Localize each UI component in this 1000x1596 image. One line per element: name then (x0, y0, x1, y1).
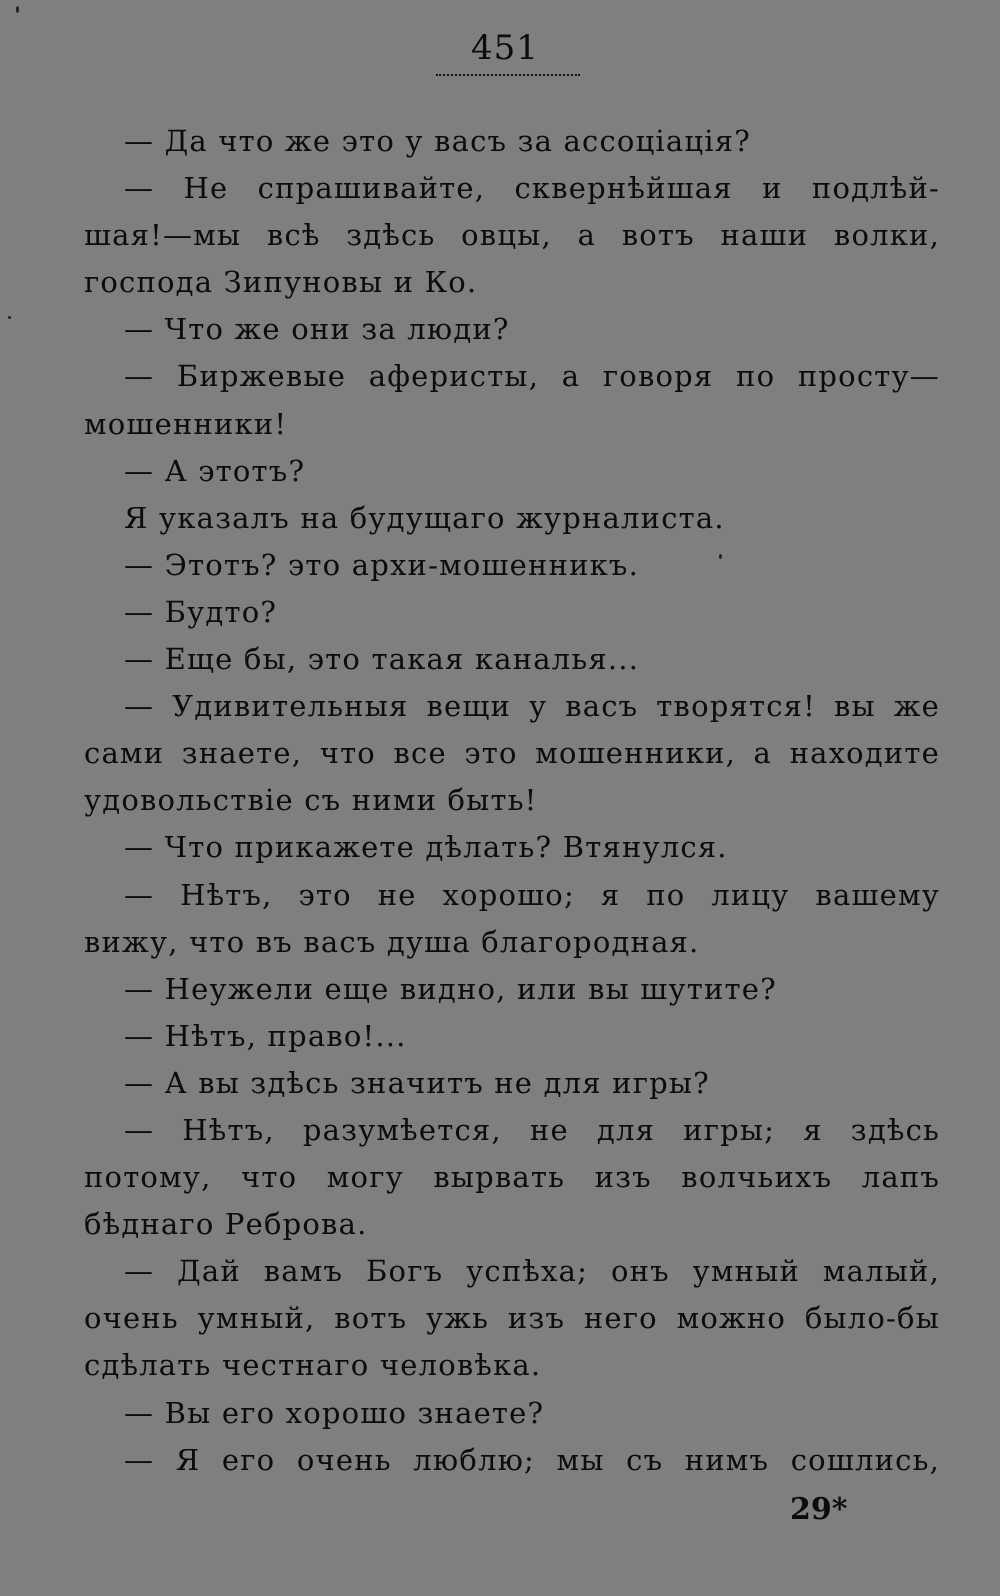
text-line: — Нѣтъ, это не хорошо; я по лицу вашему (124, 877, 940, 912)
scan-dust-speck (719, 554, 722, 559)
text-line: — Не спрашивайте, сквернѣйшая и подлѣй- (124, 171, 940, 206)
text-line: — Удивительныя вещи у васъ творятся! вы же (124, 689, 940, 724)
text-line: — Биржевые аферисты, а говоря по просту— (124, 359, 940, 394)
text-line: — Что же они за люди? (124, 312, 510, 347)
text-line: очень умный, вотъ ужь изъ него можно было-бы (84, 1301, 940, 1336)
page-number-rule (436, 74, 580, 76)
scan-dust-speck (16, 6, 19, 13)
text-line: — Этотъ? это архи-мошенникъ. (124, 547, 639, 582)
body-text (84, 118, 940, 1484)
text-line: — Вы его хорошо знаете? (124, 1395, 545, 1430)
text-line: потому, что могу вырвать изъ волчьихъ лапъ (84, 1160, 940, 1195)
text-line: удовольствіе съ ними быть! (84, 783, 538, 818)
printer-signature-mark: 29* (790, 1492, 848, 1527)
text-line: — Нѣтъ, право!... (124, 1018, 407, 1053)
text-line: — Будто? (124, 594, 278, 629)
scan-dust-speck (8, 316, 11, 319)
text-line: — А этотъ? (124, 453, 306, 488)
text-line: господа Зипуновы и Ко. (84, 265, 478, 300)
text-line: — Еще бы, это такая каналья... (124, 642, 640, 677)
text-line: бѣднаго Реброва. (84, 1207, 368, 1242)
text-line: — Неужели еще видно, или вы шутите? (124, 971, 777, 1006)
text-line: — Нѣтъ, разумѣется, не для игры; я здѣсь (124, 1112, 940, 1147)
text-line: сами знаете, что все это мошенники, а находите (84, 736, 940, 771)
text-line: шая!—мы всѣ здѣсь овцы, а вотъ наши волки, (84, 218, 940, 253)
text-line: вижу, что въ васъ душа благородная. (84, 924, 700, 959)
text-line: — А вы здѣсь значитъ не для игры? (124, 1065, 710, 1100)
text-line: — Дай вамъ Богъ успѣха; онъ умный малый, (124, 1254, 940, 1289)
text-line: — Я его очень люблю; мы съ нимъ сошлись, (124, 1442, 940, 1477)
text-line: — Да что же это у васъ за ассоціація? (124, 124, 751, 158)
text-line: сдѣлать честнаго человѣка. (84, 1348, 542, 1383)
text-line: Я указалъ на будущаго журналиста. (124, 500, 725, 535)
text-line: — Что прикажете дѣлать? Втянулся. (124, 830, 728, 865)
text-line: мошенники! (84, 406, 288, 441)
page-number: 451 (471, 28, 539, 68)
